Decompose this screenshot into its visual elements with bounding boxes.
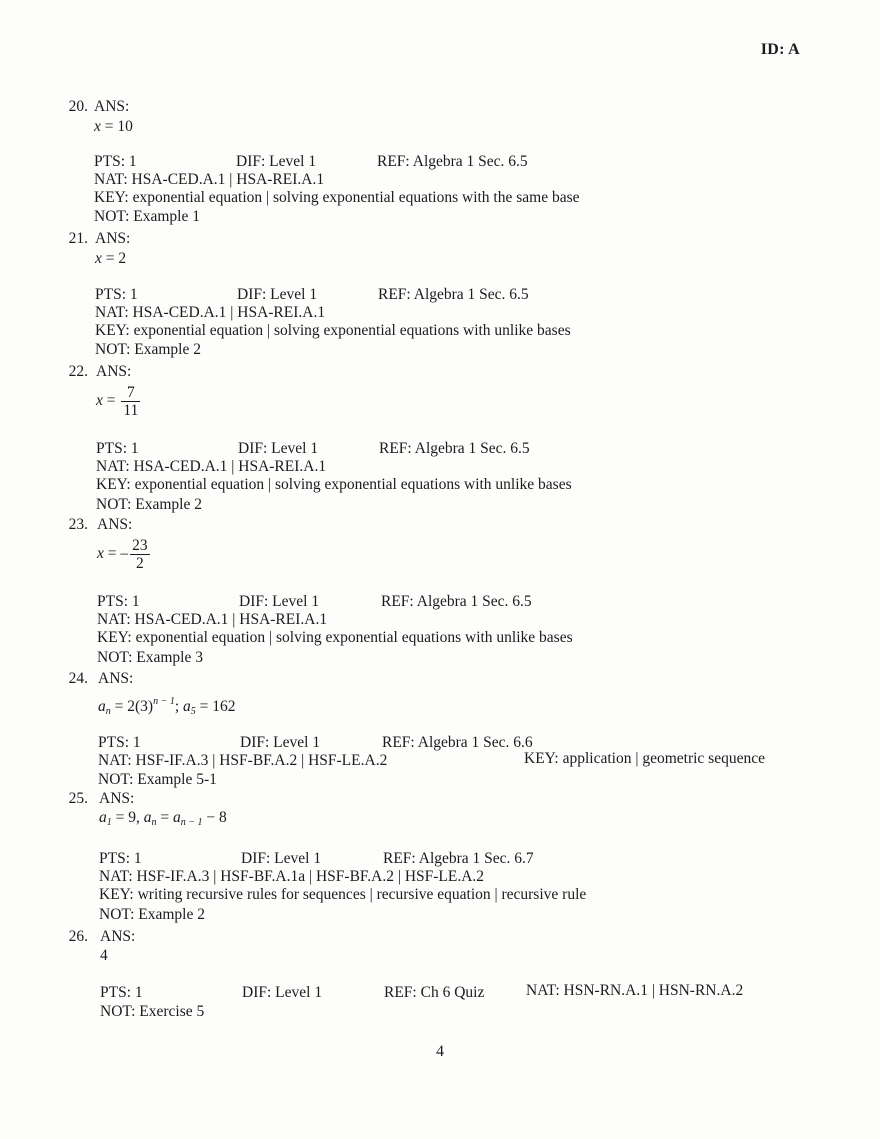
answer-value: x = – $\frac{23}{2}$: [97, 537, 148, 572]
ans-label: ANS:: [96, 363, 132, 380]
pts-field: PTS: 1: [99, 850, 142, 867]
ref-field: REF: Algebra 1 Sec. 6.5: [379, 440, 530, 457]
ref-field: REF: Algebra 1 Sec. 6.5: [378, 286, 529, 303]
answer-value: x = $\frac{7}{11}$: [96, 384, 139, 419]
nat-field: NAT: HSA-CED.A.1 | HSA-REI.A.1: [96, 458, 327, 475]
answer-value: $a_1 = 9$, $a_n = a_{n - 1} - 8$: [99, 809, 227, 828]
key-field: KEY: exponential equation | solving exponential equations with unlike bases: [96, 476, 572, 493]
not-field: NOT: Example 2: [95, 341, 201, 358]
page-number: 4: [436, 1043, 444, 1060]
ans-label: ANS:: [94, 98, 130, 115]
answer-value: x = 10: [94, 118, 133, 135]
ref-field: REF: Algebra 1 Sec. 6.6: [382, 734, 533, 751]
pts-field: PTS: 1: [96, 440, 139, 457]
dif-field: DIF: Level 1: [237, 286, 318, 303]
dif-field: DIF: Level 1: [238, 440, 319, 457]
document-id: ID: A: [760, 41, 800, 58]
key-field: KEY: application | geometric sequence: [524, 750, 765, 767]
ans-label: ANS:: [100, 928, 136, 945]
dif-field: DIF: Level 1: [239, 593, 320, 610]
nat-field: NAT: HSA-CED.A.1 | HSA-REI.A.1: [94, 171, 325, 188]
item-number: 25.: [68, 790, 88, 807]
fraction: $\frac{23}{2}$: [132, 537, 148, 572]
ans-label: ANS:: [95, 230, 131, 247]
not-field: NOT: Example 1: [94, 208, 200, 225]
ref-field: REF: Algebra 1 Sec. 6.5: [377, 153, 528, 170]
dif-field: DIF: Level 1: [236, 153, 317, 170]
pts-field: PTS: 1: [100, 984, 143, 1001]
nat-field: NAT: HSF-IF.A.3 | HSF-BF.A.1a | HSF-BF.A.2 | HSF-LE.A.2: [99, 868, 485, 885]
item-number: 24.: [68, 670, 88, 687]
not-field: NOT: Exercise 5: [100, 1003, 205, 1020]
key-field: KEY: exponential equation | solving exponential equations with unlike bases: [95, 322, 571, 339]
ans-label: ANS:: [99, 790, 135, 807]
nat-field: NAT: HSA-CED.A.1 | HSA-REI.A.1: [97, 611, 328, 628]
ans-label: ANS:: [97, 516, 133, 533]
ref-field: REF: Algebra 1 Sec. 6.5: [381, 593, 532, 610]
ans-label: ANS:: [98, 670, 134, 687]
pts-field: PTS: 1: [94, 153, 137, 170]
pts-field: PTS: 1: [95, 286, 138, 303]
key-field: KEY: exponential equation | solving exponential equations with unlike bases: [97, 629, 573, 646]
dif-field: DIF: Level 1: [242, 984, 323, 1001]
item-number: 23.: [68, 516, 88, 533]
nat-field: NAT: HSA-CED.A.1 | HSA-REI.A.1: [95, 304, 326, 321]
item-number: 21.: [68, 230, 88, 247]
not-field: NOT: Example 2: [99, 906, 205, 923]
answer-value: x = 2: [95, 250, 127, 267]
not-field: NOT: Example 3: [97, 649, 203, 666]
answer-value: $a_n = 2(3)^{n - 1}$; $a_5 = 162$: [98, 696, 236, 717]
ref-field: REF: Ch 6 Quiz: [384, 984, 485, 1001]
nat-field: NAT: HSF-IF.A.3 | HSF-BF.A.2 | HSF-LE.A.2: [98, 752, 388, 769]
key-field: KEY: exponential equation | solving exponential equations with the same base: [94, 189, 580, 206]
fraction: $\frac{7}{11}$: [123, 384, 139, 419]
pts-field: PTS: 1: [97, 593, 140, 610]
item-number: 20.: [68, 98, 88, 115]
not-field: NOT: Example 2: [96, 496, 202, 513]
answer-value: 4: [100, 947, 108, 964]
not-field: NOT: Example 5-1: [98, 771, 217, 788]
item-number: 22.: [68, 363, 88, 380]
nat-field: NAT: HSN-RN.A.1 | HSN-RN.A.2: [526, 982, 744, 999]
dif-field: DIF: Level 1: [240, 734, 321, 751]
dif-field: DIF: Level 1: [241, 850, 322, 867]
item-number: 26.: [68, 928, 88, 945]
pts-field: PTS: 1: [98, 734, 141, 751]
ref-field: REF: Algebra 1 Sec. 6.7: [383, 850, 534, 867]
key-field: KEY: writing recursive rules for sequences | recursive equation | recursive rule: [99, 886, 587, 903]
